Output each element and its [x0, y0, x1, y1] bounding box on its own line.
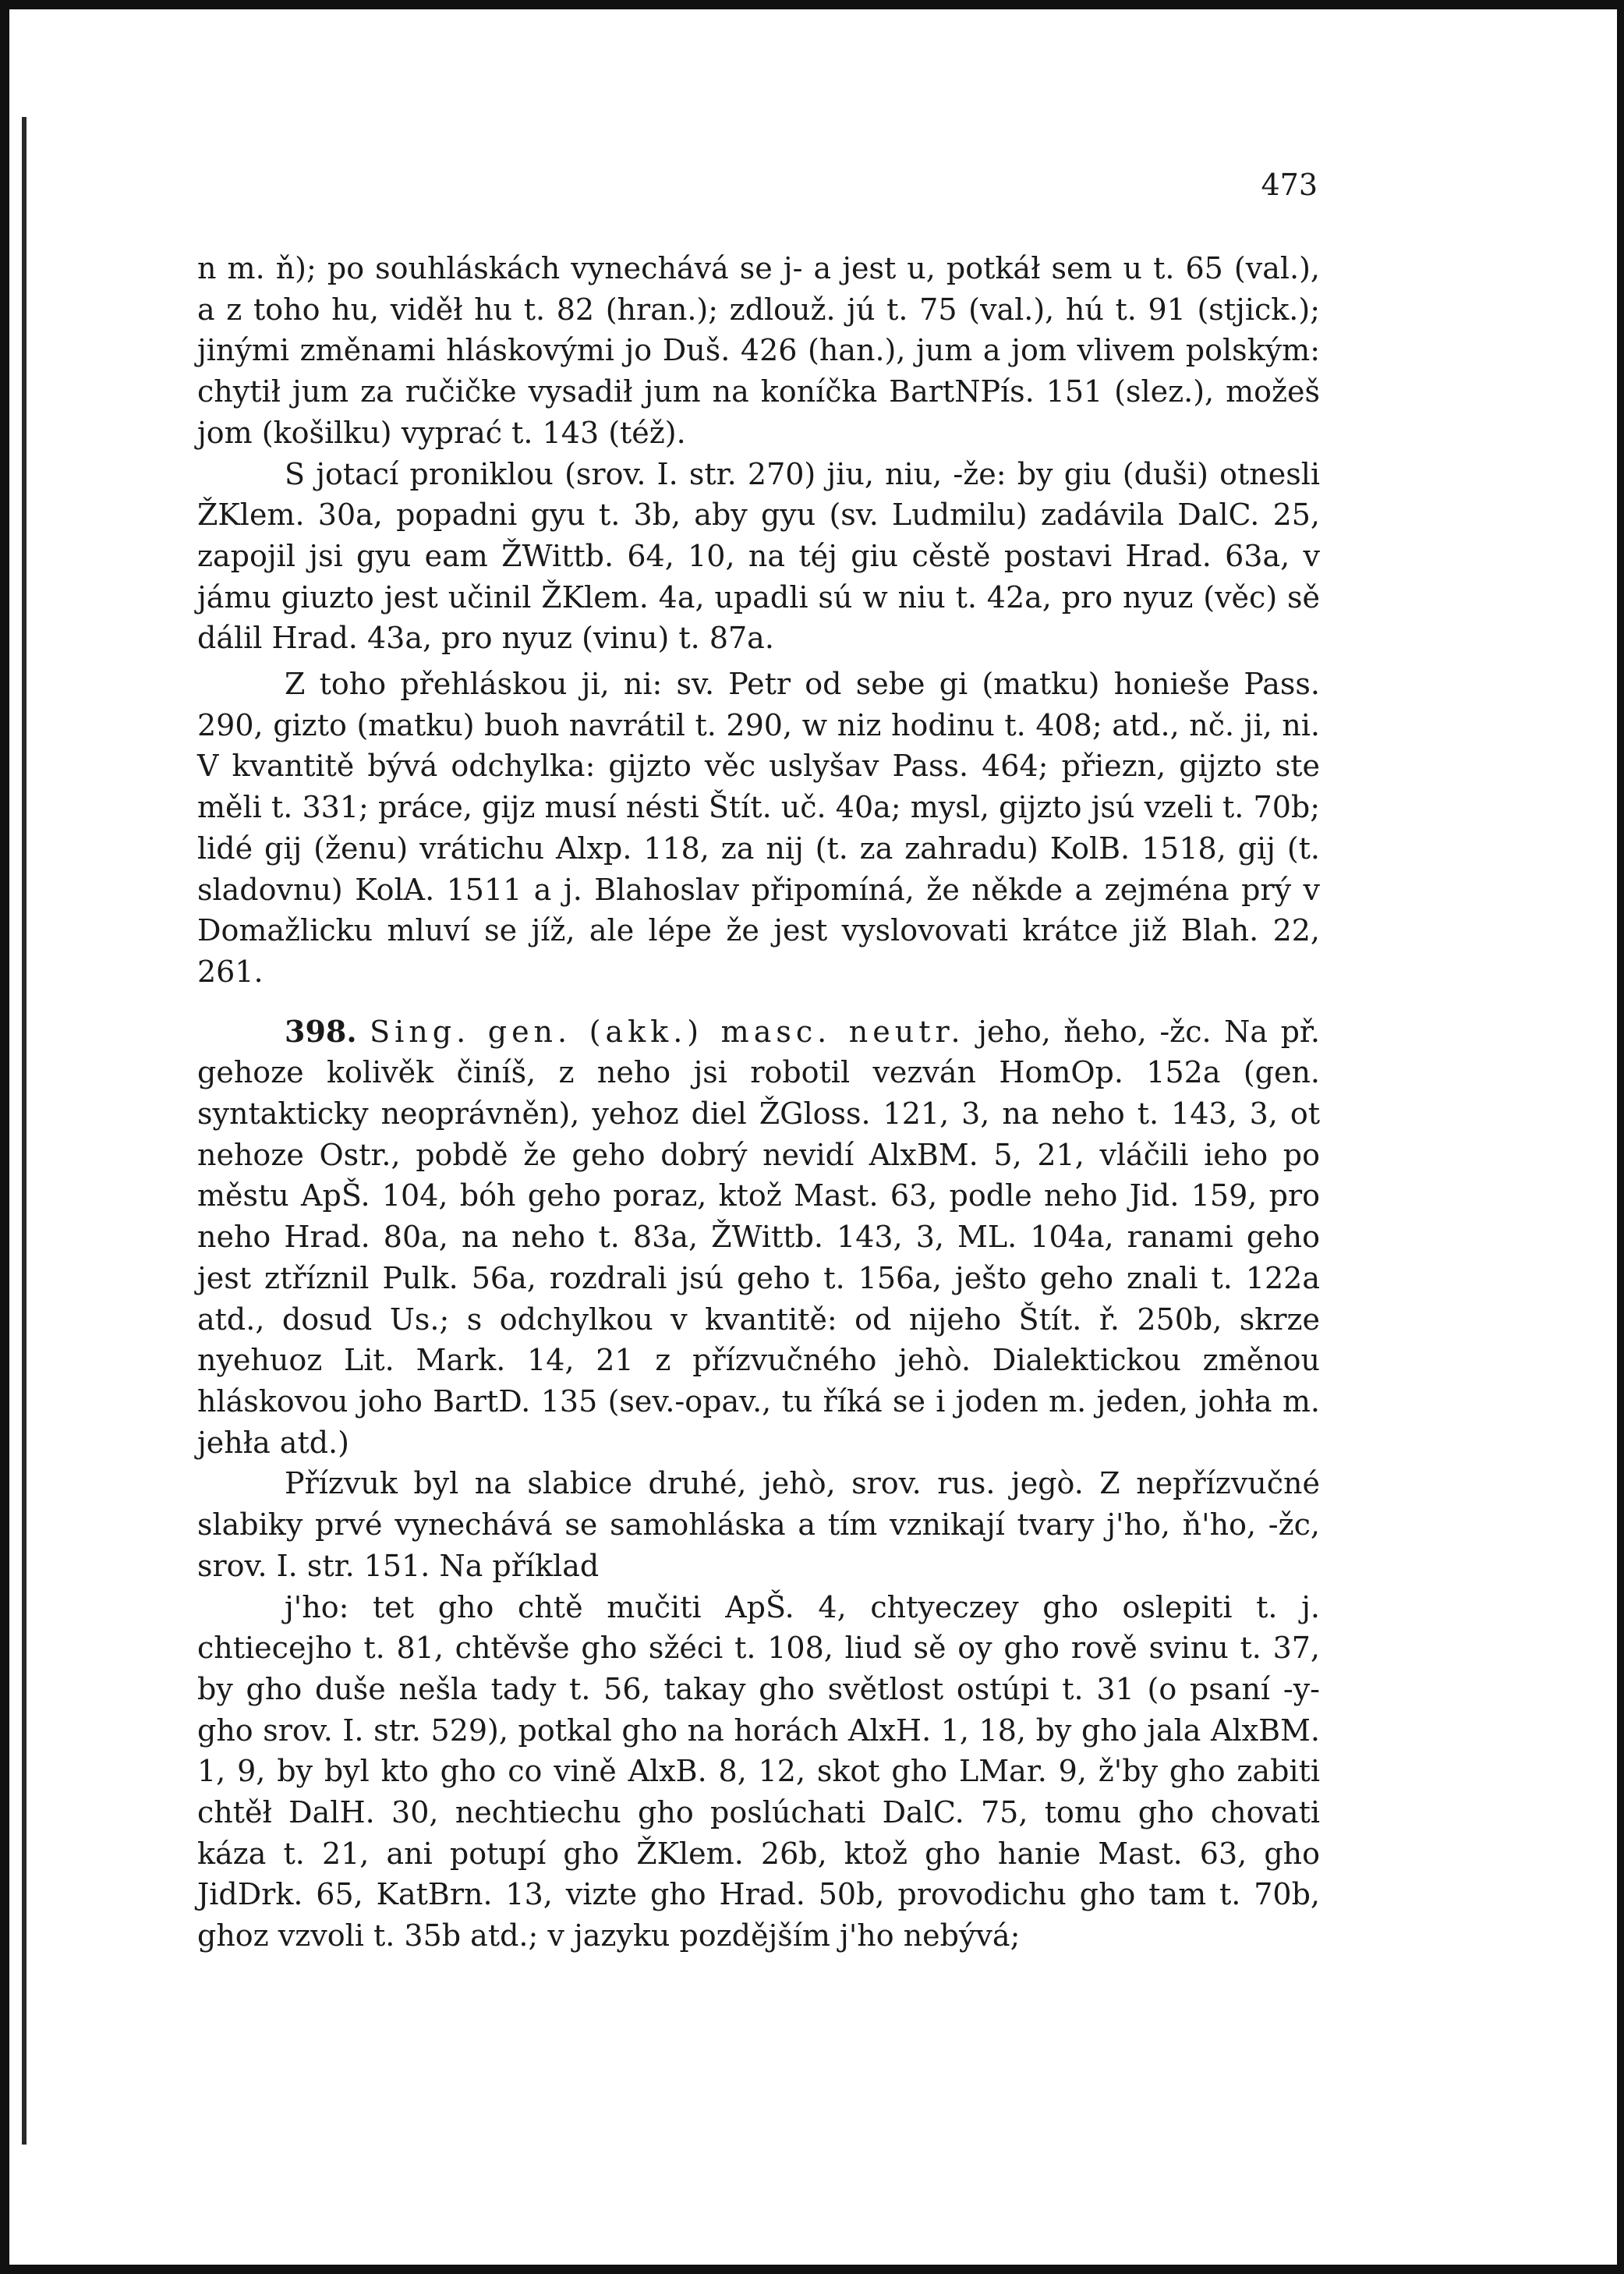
section-number: 398. [285, 1013, 357, 1049]
scan-border-left [0, 0, 9, 2274]
section-heading: Sing. gen. (akk.) masc. neutr. [370, 1014, 965, 1049]
paragraph-prizvuk: Přízvuk byl na slabice druhé, jehò, srov. rus. jegò. Z nepřízvučné slabiky prvé vynechává se samohláska a tím vznikají tvary j'ho, ň'ho, -žc, srov. I. str. 151. Na příklad [197, 1466, 1320, 1583]
scan-border-bottom [0, 2265, 1624, 2274]
binding-shadow [22, 117, 27, 2145]
body-text [197, 248, 1320, 1957]
paragraph-prehlaska: Z toho přehláskou ji, ni: sv. Petr od sebe gi (matku) honieše Pass. 290, gizto (matku) buoh navrátil t. 290, w niz hodinu t. 408; atd., nč. ji, ni. V kvantitě bývá odchylka: gijzto věc uslyšav Pass. 464; přiezn, gijzto ste měli t. 331; práce, gijz musí nésti Štít. uč. 40a; mysl, gijzto jsú vzeli t. 70b; lidé gij (ženu) vrátichu Alxp. 118, za nij (t. za zahradu) KolB. 1518, gij (t. sladovnu) KolA. 1511 a j. Blahoslav připomíná, že někde a zejména prý v Domažlicku mluví se jíž, ale lépe že jest vyslovovati krátce již Blah. 22, 261. [197, 667, 1320, 989]
section-body: jeho, ňeho, -žc. Na př. gehoze kolivěk činíš, z neho jsi robotil vezván HomOp. 152a (gen. syntakticky neoprávněn), yehoz diel ŽGloss. 121, 3, na neho t. 143, 3, ot nehoze Ostr., pobdě že geho dobrý nevidí AlxBM. 5, 21, vláčili ieho po městu ApŠ. 104, bóh geho poraz, ktož Mast. 63, podle neho Jid. 159, pro neho Hrad. 80a, na neho t. 83a, ŽWittb. 143, 3, ML. 104a, ranami geho jest ztříznil Pulk. 56a, rozdrali jsú geho t. 156a, ješto geho znali t. 122a atd., dosud Us.; s odchylkou v kvantitě: od nijeho Štít. ř. 250b, skrze nyehuoz Lit. Mark. 14, 21 z přízvučného jehò. Dialektickou změnou hláskovou joho BartD. 135 (sev.-opav., tu říká se i joden m. jeden, johła m. jehła atd.) [197, 1014, 1320, 1460]
paragraph-jotation: S jotací proniklou (srov. I. str. 270) jiu, niu, -že: by giu (duši) otnesli ŽKlem. 30a, popadni gyu t. 3b, aby gyu (sv. Ludmilu) zadávila DalC. 25, zapojil jsi gyu eam ŽWittb. 64, 10, na téj giu cěstě postavi Hrad. 63a, v jámu giuzto jest učinil ŽKlem. 4a, upadli sú w niu t. 42a, pro nyuz (věc) sě dálil Hrad. 43a, pro nyuz (vinu) t. 87a. [197, 456, 1320, 656]
scan-border-right [1617, 0, 1624, 2274]
page-number: 473 [1261, 168, 1318, 202]
paragraph-section-398 [197, 1011, 1320, 1464]
paragraph-continuation: n m. ň); po souhláskách vynechává se j- a jest u, potkáł sem u t. 65 (val.), a z toho hu, viděł hu t. 82 (hran.); zdlouž. jú t. 75 (val.), hú t. 91 (stjick.); jinými změnami hláskovými jo Duš. 426 (han.), jum a jom vlivem polským: chytił jum za ručičke vysadił jum na koníčka BartNPís. 151 (slez.), možeš jom (košilku) vyprać t. 143 (též). [197, 251, 1320, 450]
paragraph-jho: j'ho: tet gho chtě mučiti ApŠ. 4, chtyeczey gho oslepiti t. j. chtiecejho t. 81, chtěvše gho sžéci t. 108, liud sě oy gho rově svinu t. 37, by gho duše nešla tady t. 56, takay gho světlost ostúpi t. 31 (o psaní -y-gho srov. I. str. 529), potkal gho na horách AlxH. 1, 18, by gho jala AlxBM. 1, 9, by byl kto gho co vině AlxB. 8, 12, skot gho LMar. 9, ž'by gho zabiti chtěł DalH. 30, nechtiechu gho poslúchati DalC. 75, tomu gho chovati káza t. 21, ani potupí gho ŽKlem. 26b, ktož gho hanie Mast. 63, gho JidDrk. 65, KatBrn. 13, vizte gho Hrad. 50b, provodichu gho tam t. 70b, ghoz vzvoli t. 35b atd.; v jazyku pozdějším j'ho nebývá; [197, 1589, 1320, 1953]
scan-border-top [0, 0, 1624, 9]
